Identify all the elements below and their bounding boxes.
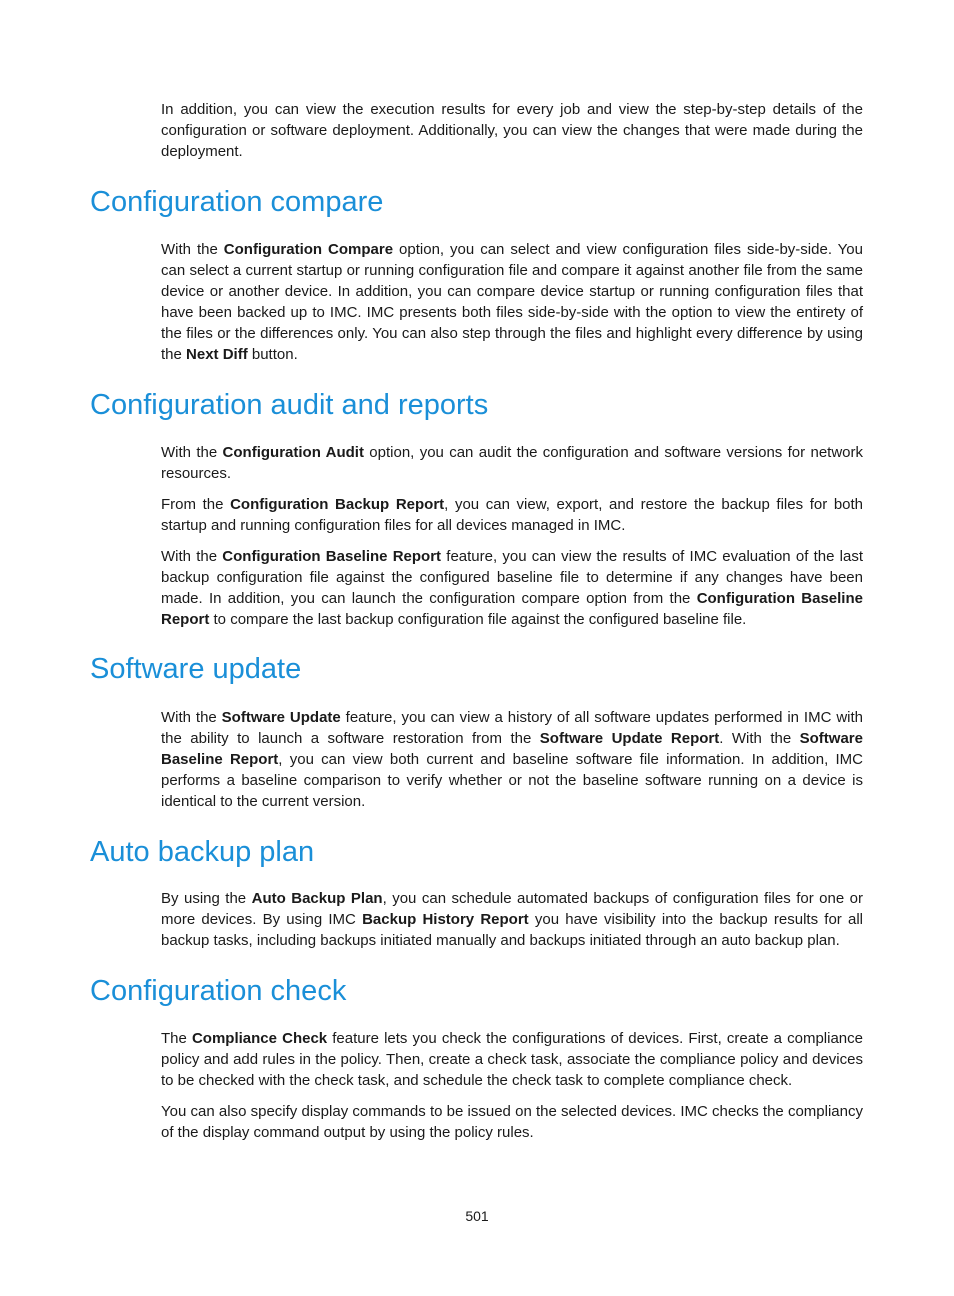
text-span: The: [161, 1030, 192, 1047]
text-span: feature lets you check the configurations of devices. First, create a compliance policy and add rules in the policy. Then, create a check task, associate the compliance policy and devices to be checked with the check task, and schedule the check task to complete compliance check.: [161, 1030, 863, 1089]
text-span: , you can view, export, and restore the backup files for both startup and running configuration files for all devices managed in IMC.: [161, 496, 864, 534]
text-span: , you can view both current and baseline software file information. In addition, IMC performs a baseline comparison to verify whether or not the baseline software running on a device is identical to the current version.: [161, 751, 863, 810]
text-span: , you can schedule automated backups of configuration files for one or more devices. By using IMC: [161, 890, 863, 928]
page-number: 501: [465, 1208, 489, 1224]
text-span: you have visibility into the backup results for all backup tasks, including backups initiated manually and backups initiated through an auto backup plan.: [161, 911, 863, 949]
heading-configuration-check: Configuration check: [90, 975, 347, 1007]
text-span: to compare the last backup configuration file against the configured baseline file.: [209, 611, 747, 628]
text-span: option, you can select and view configuration files side-by-side. You can select a current startup or running configuration file and compare it against another file from the same device or another device. In addition, you can compare device startup or running configuration files that have been backed up to IMC. IMC presents both files side-by-side with the option to view the entirety of the files or the differences only. You can also step through the files and highlight every difference by using the: [161, 241, 863, 363]
text-span: With the: [161, 241, 224, 258]
term-baseline-report: Configuration Baseline Report: [222, 548, 442, 565]
heading-configuration-audit: Configuration audit and reports: [90, 389, 489, 421]
software-paragraph: [161, 707, 863, 812]
text-span: With the: [161, 709, 222, 726]
text-span: option, you can audit the configuration and software versions for network resources.: [161, 444, 863, 482]
text-span: feature, you can view a history of all software updates performed in IMC with the ability to launch a software restoration from the: [161, 709, 864, 747]
term-baseline-report: Configuration Baseline Report: [161, 590, 863, 628]
check-paragraph-1: [161, 1028, 863, 1091]
term-backup-history-report: Backup History Report: [362, 911, 529, 928]
heading-software-update: Software update: [90, 653, 302, 685]
check-paragraph-2: You can also specify display commands to be issued on the selected devices. IMC checks the compliancy of the display command output by using the policy rules.: [161, 1103, 863, 1141]
text-span: With the: [161, 548, 223, 565]
backup-paragraph: [161, 888, 863, 951]
text-span: From the: [161, 496, 231, 513]
intro-paragraph: In addition, you can view the execution results for every job and view the step-by-step details of the configuration or software deployment. Additionally, you can view the changes that were made during the deployment.: [161, 101, 863, 160]
text-span: . With the: [719, 730, 800, 747]
text-span: feature, you can view the results of IMC evaluation of the last backup configuration file against the configured baseline file to determine if any changes have been made. In addition, you can launch the configuration compare option from the: [161, 548, 863, 607]
text-span: button.: [247, 346, 298, 363]
term-configuration-audit: Configuration Audit: [222, 444, 364, 461]
term-compliance-check: Compliance Check: [191, 1030, 328, 1047]
audit-paragraph-3: [161, 546, 863, 630]
term-software-update: Software Update: [221, 709, 341, 726]
audit-paragraph-1: [161, 442, 863, 484]
term-configuration-compare: Configuration Compare: [223, 241, 394, 258]
term-auto-backup-plan: Auto Backup Plan: [251, 890, 383, 907]
audit-paragraph-2: [161, 494, 863, 536]
term-software-baseline-report: Software Baseline Report: [161, 730, 863, 768]
heading-configuration-compare: Configuration compare: [90, 186, 384, 218]
heading-auto-backup-plan: Auto backup plan: [90, 836, 315, 868]
text-span: With the: [161, 444, 223, 461]
compare-paragraph: [161, 239, 863, 365]
term-software-update-report: Software Update Report: [539, 730, 720, 747]
term-backup-report: Configuration Backup Report: [230, 496, 445, 513]
term-next-diff: Next Diff: [186, 346, 248, 363]
text-span: By using the: [161, 890, 252, 907]
